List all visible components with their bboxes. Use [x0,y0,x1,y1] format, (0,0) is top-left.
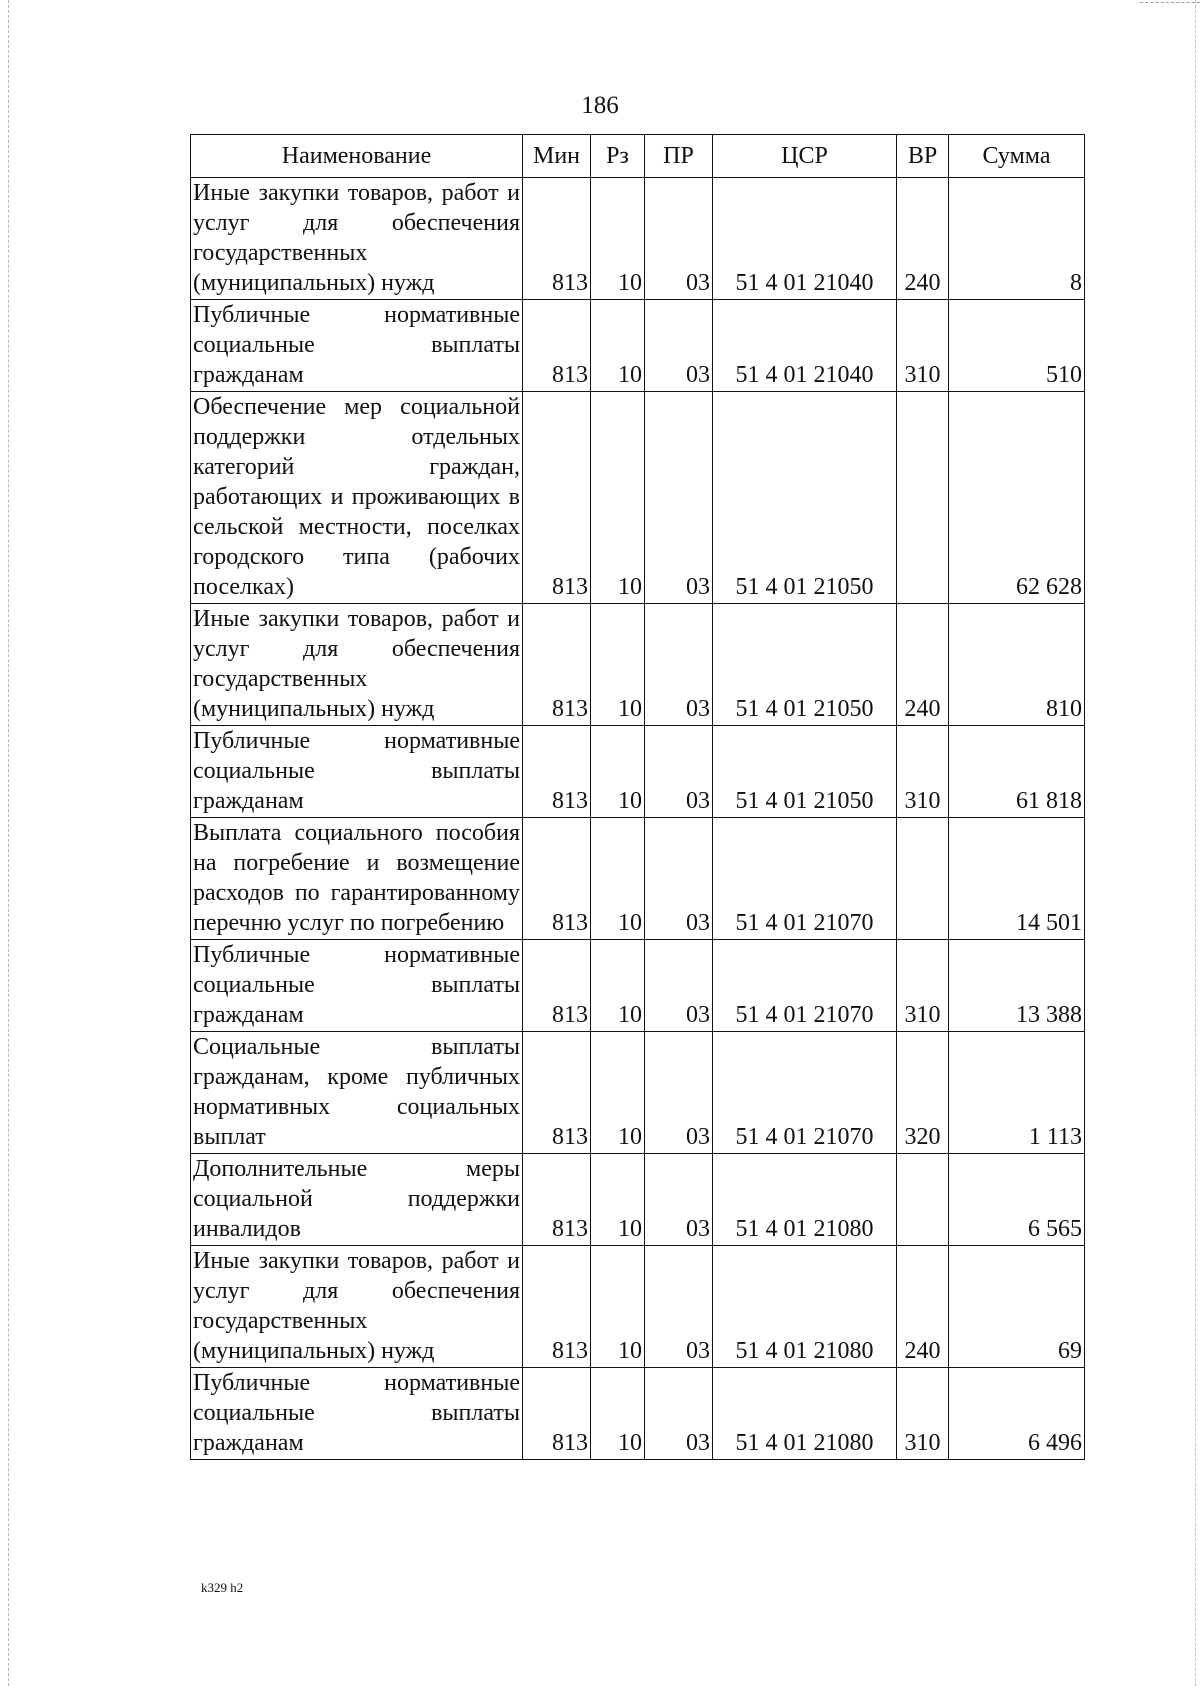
page-number: 186 [581,92,619,119]
row-sum: 8 [949,178,1085,300]
row-pr: 03 [645,818,713,940]
row-sum: 14 501 [949,818,1085,940]
row-rz: 10 [591,1032,645,1154]
row-vr: 240 [897,1246,949,1368]
table-row [191,1246,1085,1368]
row-pr: 03 [645,392,713,604]
row-pr: 03 [645,178,713,300]
row-sum: 61 818 [949,726,1085,818]
row-vr: 240 [897,178,949,300]
header-sum: Сумма [949,135,1085,178]
row-csr: 51 4 01 21040 [713,300,897,392]
row-rz: 10 [591,818,645,940]
table-row [191,178,1085,300]
row-vr: 310 [897,300,949,392]
row-csr: 51 4 01 21070 [713,1032,897,1154]
row-min: 813 [523,940,591,1032]
row-name: Дополнительные меры социальной поддержки инвалидов [191,1154,523,1246]
row-name: Иные закупки товаров, работ и услуг для обеспечения государственных (муниципальных) нужд [191,604,523,726]
row-vr [897,1154,949,1246]
row-min: 813 [523,604,591,726]
row-pr: 03 [645,1246,713,1368]
row-min: 813 [523,178,591,300]
header-pr: ПР [645,135,713,178]
row-pr: 03 [645,1154,713,1246]
table-header-row [191,135,1085,178]
row-name: Публичные нормативные социальные выплаты гражданам [191,300,523,392]
table-row [191,940,1085,1032]
row-min: 813 [523,392,591,604]
row-name: Выплата социального пособия на погребение и возмещение расходов по гарантированному перечню услуг по погребению [191,818,523,940]
scan-edge-top [1140,2,1200,3]
row-name: Публичные нормативные социальные выплаты гражданам [191,1368,523,1460]
table-row [191,726,1085,818]
row-pr: 03 [645,1032,713,1154]
row-pr: 03 [645,300,713,392]
row-vr: 240 [897,604,949,726]
row-sum: 69 [949,1246,1085,1368]
row-rz: 10 [591,178,645,300]
footer-code: k329 h2 [201,1580,244,1595]
budget-table [190,134,1085,1460]
row-name: Иные закупки товаров, работ и услуг для обеспечения государственных (муниципальных) нужд [191,178,523,300]
row-rz: 10 [591,726,645,818]
row-vr [897,818,949,940]
row-csr: 51 4 01 21050 [713,726,897,818]
row-min: 813 [523,1246,591,1368]
row-sum: 1 113 [949,1032,1085,1154]
table-row [191,604,1085,726]
row-sum: 6 496 [949,1368,1085,1460]
table-row [191,1368,1085,1460]
row-csr: 51 4 01 21070 [713,818,897,940]
row-name: Публичные нормативные социальные выплаты гражданам [191,726,523,818]
row-min: 813 [523,1032,591,1154]
row-csr: 51 4 01 21080 [713,1246,897,1368]
header-rz: Рз [591,135,645,178]
row-sum: 810 [949,604,1085,726]
row-pr: 03 [645,726,713,818]
table-row [191,818,1085,940]
header-vr: ВР [897,135,949,178]
row-rz: 10 [591,1246,645,1368]
scan-edge-right [1195,0,1196,1686]
row-vr: 310 [897,726,949,818]
row-vr: 320 [897,1032,949,1154]
row-csr: 51 4 01 21070 [713,940,897,1032]
row-csr: 51 4 01 21040 [713,178,897,300]
row-rz: 10 [591,392,645,604]
row-csr: 51 4 01 21050 [713,604,897,726]
row-rz: 10 [591,604,645,726]
row-min: 813 [523,300,591,392]
row-pr: 03 [645,1368,713,1460]
table-row [191,1032,1085,1154]
row-name: Социальные выплаты гражданам, кроме публичных нормативных социальных выплат [191,1032,523,1154]
row-rz: 10 [591,940,645,1032]
row-sum: 510 [949,300,1085,392]
row-sum: 62 628 [949,392,1085,604]
header-min: Мин [523,135,591,178]
row-min: 813 [523,1154,591,1246]
row-min: 813 [523,1368,591,1460]
row-pr: 03 [645,940,713,1032]
row-vr [897,392,949,604]
row-sum: 6 565 [949,1154,1085,1246]
row-vr: 310 [897,940,949,1032]
table-row [191,392,1085,604]
row-sum: 13 388 [949,940,1085,1032]
scan-edge-left [8,0,9,1686]
row-vr: 310 [897,1368,949,1460]
header-csr: ЦСР [713,135,897,178]
row-rz: 10 [591,1154,645,1246]
header-name: Наименование [191,135,523,178]
row-min: 813 [523,818,591,940]
row-csr: 51 4 01 21050 [713,392,897,604]
row-rz: 10 [591,300,645,392]
row-min: 813 [523,726,591,818]
row-name: Иные закупки товаров, работ и услуг для обеспечения государственных (муниципальных) нужд [191,1246,523,1368]
row-name: Обеспечение мер социальной поддержки отдельных категорий граждан, работающих и проживающих в сельской местности, поселках городского типа (рабочих поселках) [191,392,523,604]
row-pr: 03 [645,604,713,726]
row-csr: 51 4 01 21080 [713,1368,897,1460]
row-name: Публичные нормативные социальные выплаты гражданам [191,940,523,1032]
row-csr: 51 4 01 21080 [713,1154,897,1246]
table-row [191,300,1085,392]
table-row [191,1154,1085,1246]
row-rz: 10 [591,1368,645,1460]
